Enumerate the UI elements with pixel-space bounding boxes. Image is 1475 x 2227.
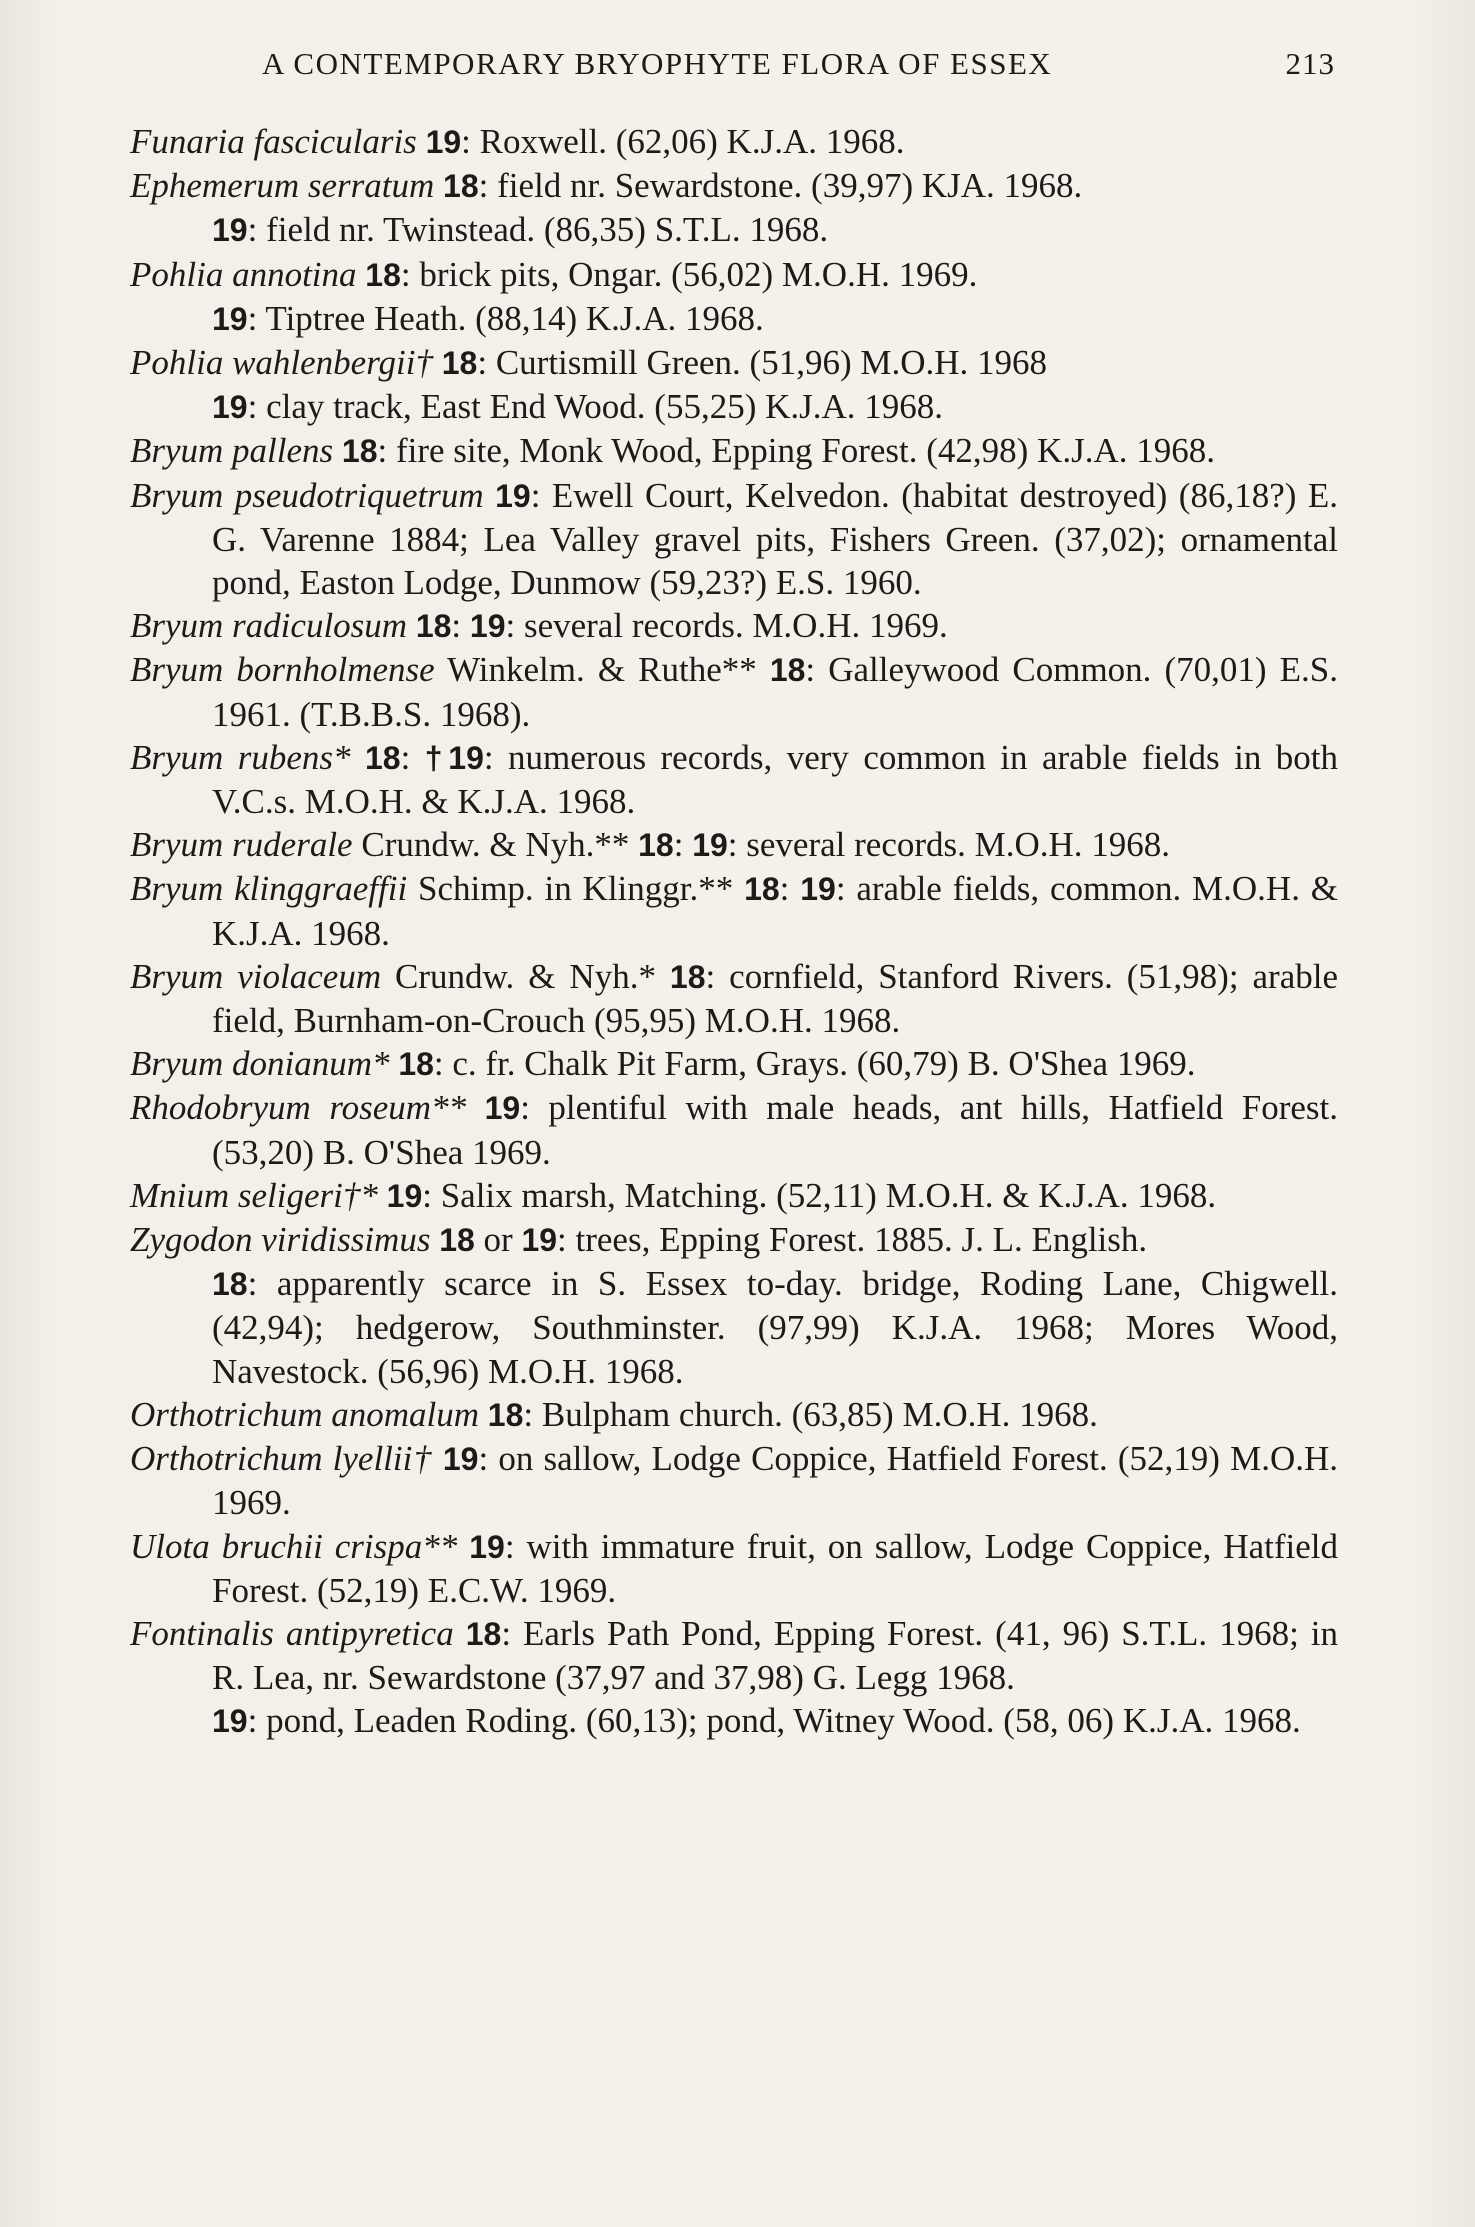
species-entry [130,648,1338,735]
vice-county-number: 18 [341,433,378,470]
vice-county-number: 19 [469,1528,505,1565]
species-authority: Winkelm. & Ruthe** [434,650,757,690]
species-name: Bryum pallens [130,431,334,471]
species-authority: Crundw. & Nyh.** [352,825,630,865]
entry-text: 18: Galleywood Common. (70,01) E.S. 1961. (T.B.B.S. 1968). [212,650,1338,734]
species-entry [130,164,1338,208]
vice-county-number: 18 [365,739,401,776]
species-name: Pohlia annotina [130,254,357,294]
entry-text: 18: fire site, Monk Wood, Epping Forest. (42,98) K.J.A. 1968. [341,431,1215,471]
entry-text: 18: 19: several records. M.O.H. 1968. [638,825,1171,865]
species-entry [130,1174,1338,1218]
entry-text: 18 or 19: trees, Epping Forest. 1885. J. L. English. [439,1220,1148,1260]
species-name: Orthotrichum anomalum [130,1394,480,1434]
vice-county-number: 19 [425,124,462,160]
species-name: Orthotrichum lyellii† [130,1439,433,1479]
species-entry [130,867,1338,954]
vice-county-number: †19 [424,739,484,776]
species-entry [130,1393,1338,1437]
entry-text: 19: with immature fruit, on sallow, Lodge Coppice, Hatfield Forest. (52,19) E.C.W. 1969. [212,1526,1338,1610]
species-entry [130,955,1338,1042]
record-paragraph [130,297,1338,341]
vice-county-number: 18 [415,608,452,645]
vice-county-number: 18 [443,168,479,205]
entry-text: 18: †19: numerous records, very common in arable fields in both V.C.s. M.O.H. & K.J.A. 1968. [212,737,1339,822]
entry-text: 18: 19: arable fields, common. M.O.H. & K.J.A. 1968. [212,869,1338,953]
entry-text: 18: field nr. Sewardstone. (39,97) KJA. 1968. [443,166,1083,206]
vice-county-number: 18 [441,345,478,382]
species-entry [130,474,1338,605]
species-name: Bryum bornholmense [130,650,435,690]
vice-county-number: 19 [692,827,728,864]
species-name: Bryum rubens* [130,737,351,777]
species-name: Fontinalis antipyretica [130,1613,454,1653]
vice-county-number: 19 [495,477,531,514]
vice-county-number: 18 [638,827,674,864]
species-name: Mnium seligeri†* [130,1175,378,1215]
species-name: Rhodobryum roseum** [130,1088,467,1128]
species-name: Bryum violaceum [130,956,382,996]
page-number: 213 [1285,46,1335,81]
species-name: Bryum klinggraeffii [130,869,408,909]
entry-text: 19: pond, Leaden Roding. (60,13); pond, Witney Wood. (58, 06) K.J.A. 1968. [212,1701,1301,1741]
entry-text: 18: 19: several records. M.O.H. 1969. [415,606,948,646]
vice-county-number: 18 [487,1396,524,1433]
species-name: Bryum ruderale [130,825,353,865]
entry-text: 18: apparently scarce in S. Essex to-day. bridge, Roding Lane, Chigwell. (42,94); hedgerow, Southminster. (97,99) K.J.A. 1968; Mores Wood, Navestock. (56,96) M.O.H. 1968. [212,1264,1338,1391]
species-name: Funaria fascicularis [130,122,417,161]
entry-text: 19: on sallow, Lodge Coppice, Hatfield Forest. (52,19) M.O.H. 1969. [212,1439,1338,1523]
entry-text: 18: cornfield, Stanford Rivers. (51,98); arable field, Burnham-on-Crouch (95,95) M.O.H. 1968. [212,956,1338,1041]
species-entry [130,1218,1338,1262]
species-authority: Schimp. in Klinggr.** [407,869,734,909]
vice-county-number: 19 [469,608,506,645]
species-entry [130,604,1338,648]
vice-county-number: 19 [484,1090,521,1127]
entry-text: 18: Earls Path Pond, Epping Forest. (41, 96) S.T.L. 1968; in R. Lea, nr. Sewardstone (37,97 and 37,98) G. Legg 1968. [212,1613,1339,1698]
vice-county-number: 18 [398,1046,434,1083]
entry-text: 18: c. fr. Chalk Pit Farm, Grays. (60,79) B. O'Shea 1969. [398,1044,1196,1084]
vice-county-number: 18 [769,652,806,689]
record-paragraph [130,385,1338,429]
species-entry [130,1086,1338,1173]
vice-county-number: 19 [212,212,248,249]
vice-county-number: 18 [439,1222,475,1259]
vice-county-number: 18 [212,1266,248,1303]
species-entry [130,1042,1338,1086]
vice-county-number: 18 [465,1615,502,1652]
vice-county-number: 19 [800,871,836,908]
entry-text: 19: Roxwell. (62,06) K.J.A. 1968. [425,122,905,161]
vice-county-number: 19 [212,389,248,426]
vice-county-number: 19 [442,1441,479,1478]
species-authority: Crundw. & Nyh.* [381,956,656,996]
species-entry [130,823,1338,867]
species-entry [130,1612,1338,1699]
species-name: Pohlia wahlenbergii† [130,343,433,383]
entry-text: 19: Tiptree Heath. (88,14) K.J.A. 1968. [212,298,764,338]
vice-county-number: 19 [212,300,248,337]
species-entry [130,429,1338,473]
species-name: Ulota bruchii crispa** [130,1526,458,1566]
entry-text: 19: Salix marsh, Matching. (52,11) M.O.H. & K.J.A. 1968. [386,1175,1217,1215]
species-entry [130,736,1338,823]
species-entry [130,120,1338,164]
vice-county-number: 18 [669,958,706,995]
species-entry [130,1437,1338,1524]
entry-text: 19: plentiful with male heads, ant hills, Hatfield Forest. (53,20) B. O'Shea 1969. [212,1088,1338,1172]
vice-county-number: 18 [744,871,780,908]
entry-text: 19: field nr. Twinstead. (86,35) S.T.L. 1968. [212,210,829,250]
record-paragraph [130,1699,1338,1743]
running-title: A CONTEMPORARY BRYOPHYTE FLORA OF ESSEX [262,46,1053,81]
species-name: Zygodon viridissimus [130,1220,431,1260]
species-list [130,120,1338,1744]
vice-county-number: 19 [386,1177,423,1214]
species-name: Bryum pseudotriquetrum [130,475,484,515]
species-name: Bryum donianum* [130,1044,390,1084]
species-name: Bryum radiculosum [130,606,408,646]
record-paragraph [130,208,1338,252]
vice-county-number: 19 [212,1703,248,1740]
species-entry [130,253,1338,297]
species-entry [130,341,1338,385]
record-paragraph [130,1262,1338,1393]
vice-county-number: 19 [521,1222,558,1259]
species-entry [130,1525,1338,1612]
species-name: Ephemerum serratum [130,166,435,206]
entry-text: 18: Curtismill Green. (51,96) M.O.H. 1968 [441,343,1048,383]
entry-text: 19: clay track, East End Wood. (55,25) K.J.A. 1968. [212,387,944,427]
vice-county-number: 18 [365,256,401,293]
entry-text: 18: Bulpham church. (63,85) M.O.H. 1968. [487,1394,1098,1434]
entry-text: 19: Ewell Court, Kelvedon. (habitat destroyed) (86,18?) E. G. Varenne 1884; Lea Valley gravel pits, Fishers Green. (37,02); ornamental pond, Easton Lodge, Dunmow (59,23?) E.S. 1960. [212,475,1338,603]
entry-text: 18: brick pits, Ongar. (56,02) M.O.H. 1969. [365,254,978,294]
